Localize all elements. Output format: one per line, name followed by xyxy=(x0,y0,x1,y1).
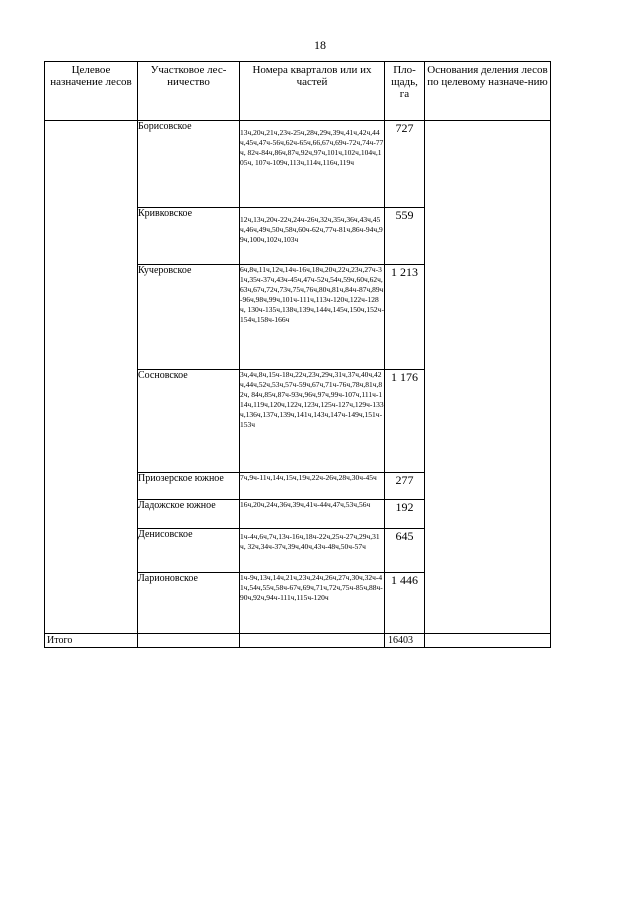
quarters-text: 1ч-9ч,13ч,14ч,21ч,23ч,24ч,26ч,27ч,30ч,32ч-41ч,54ч,55ч,58ч-67ч,69ч,71ч,72ч,75ч-85ч,88ч-90ч,92ч,94ч-111ч,115ч-120ч xyxy=(240,573,383,602)
quarters-text: 12ч,13ч,20ч-22ч,24ч-26ч,32ч,35ч,36ч,43ч,45ч,46ч,49ч,50ч,58ч,60ч-62ч,77ч-81ч,86ч-94ч,99ч,100ч,102ч,103ч xyxy=(240,215,383,244)
header-basis: Основания деления лесов по целевому назначе-нию xyxy=(425,62,551,121)
page-number: 18 xyxy=(314,38,326,52)
total-area: 16403 xyxy=(385,634,425,648)
district-cell: Приозерское южное xyxy=(138,473,240,500)
purpose-cell xyxy=(45,121,138,634)
total-empty-cell xyxy=(425,634,551,648)
quarters-cell xyxy=(240,265,385,370)
quarters-cell xyxy=(240,529,385,573)
area-cell: 1 213 xyxy=(385,265,425,370)
area-cell: 645 xyxy=(385,529,425,573)
quarters-text: 1ч-4ч,6ч,7ч,13ч-16ч,18ч-22ч,25ч-27ч,29ч,31ч, 32ч,34ч-37ч,39ч,40ч,43ч-48ч,50ч-57ч xyxy=(240,532,380,551)
quarters-text: 3ч,4ч,8ч,15ч-18ч,22ч,23ч,29ч,31ч,37ч,40ч,42ч,44ч,52ч,53ч,57ч-59ч,67ч,71ч-76ч,78ч,81ч,82ч, 84ч,85ч,87ч-93ч,96ч,97ч,99ч-107ч,111ч-114ч,119ч,120ч,122ч,123ч,125ч-127ч,129ч-133ч,136ч,137ч,139ч,141ч,143ч,147ч-149ч,151ч-153ч xyxy=(240,370,384,429)
area-cell: 559 xyxy=(385,208,425,265)
district-cell: Борисовское xyxy=(138,121,240,208)
quarters-text: 7ч,9ч-11ч,14ч,15ч,19ч,22ч-26ч,28ч,30ч-45ч xyxy=(240,473,377,482)
quarters-text: 6ч,8ч,11ч,12ч,14ч-16ч,18ч,20ч,22ч,23ч,27ч-31ч,35ч-37ч,43ч-45ч,47ч-52ч,54ч,59ч,60ч,62ч,63ч,67ч,72ч,73ч,75ч,76ч,80ч,81ч,84ч-87ч,89ч-96ч,98ч,99ч,101ч-111ч,113ч-120ч,122ч-128ч, 130ч-135ч,138ч,139ч,144ч,145ч,150ч,152ч-154ч,158ч-166ч xyxy=(240,265,384,324)
basis-cell xyxy=(425,121,551,634)
quarters-cell xyxy=(240,370,385,473)
district-cell: Кучеровское xyxy=(138,265,240,370)
total-empty-cell xyxy=(240,634,385,648)
header-purpose: Целевое назначение лесов xyxy=(45,62,138,121)
district-cell: Сосновское xyxy=(138,370,240,473)
header-quarters: Номера кварталов или их частей xyxy=(240,62,385,121)
total-empty-cell xyxy=(138,634,240,648)
header-area: Пло-щадь, га xyxy=(385,62,425,121)
total-row xyxy=(45,634,551,648)
area-cell: 1 176 xyxy=(385,370,425,473)
header-district: Участковое лес-ничество xyxy=(138,62,240,121)
table-row xyxy=(45,121,551,208)
quarters-cell xyxy=(240,208,385,265)
area-cell: 192 xyxy=(385,500,425,529)
district-cell: Ладожское южное xyxy=(138,500,240,529)
forest-allocation-table xyxy=(44,61,551,648)
area-cell: 727 xyxy=(385,121,425,208)
total-label: Итого xyxy=(45,634,138,648)
quarters-cell xyxy=(240,500,385,529)
area-cell: 277 xyxy=(385,473,425,500)
area-cell: 1 446 xyxy=(385,573,425,634)
quarters-cell xyxy=(240,121,385,208)
quarters-cell xyxy=(240,573,385,634)
table-header-row xyxy=(45,62,551,121)
quarters-cell xyxy=(240,473,385,500)
quarters-text: 16ч,20ч,24ч,36ч,39ч,41ч-44ч,47ч,53ч,56ч xyxy=(240,500,371,509)
district-cell: Кривковское xyxy=(138,208,240,265)
quarters-text: 13ч,20ч,21ч,23ч-25ч,28ч,29ч,39ч,41ч,42ч,44ч,45ч,47ч-56ч,62ч-65ч,66,67ч,69ч-72ч,74ч-77ч, 82ч-84ч,86ч,87ч,92ч,97ч,101ч,102ч,104ч,105ч, 107ч-109ч,113ч,114ч,116ч,119ч xyxy=(240,128,384,167)
district-cell: Денисовское xyxy=(138,529,240,573)
district-cell: Ларионовское xyxy=(138,573,240,634)
